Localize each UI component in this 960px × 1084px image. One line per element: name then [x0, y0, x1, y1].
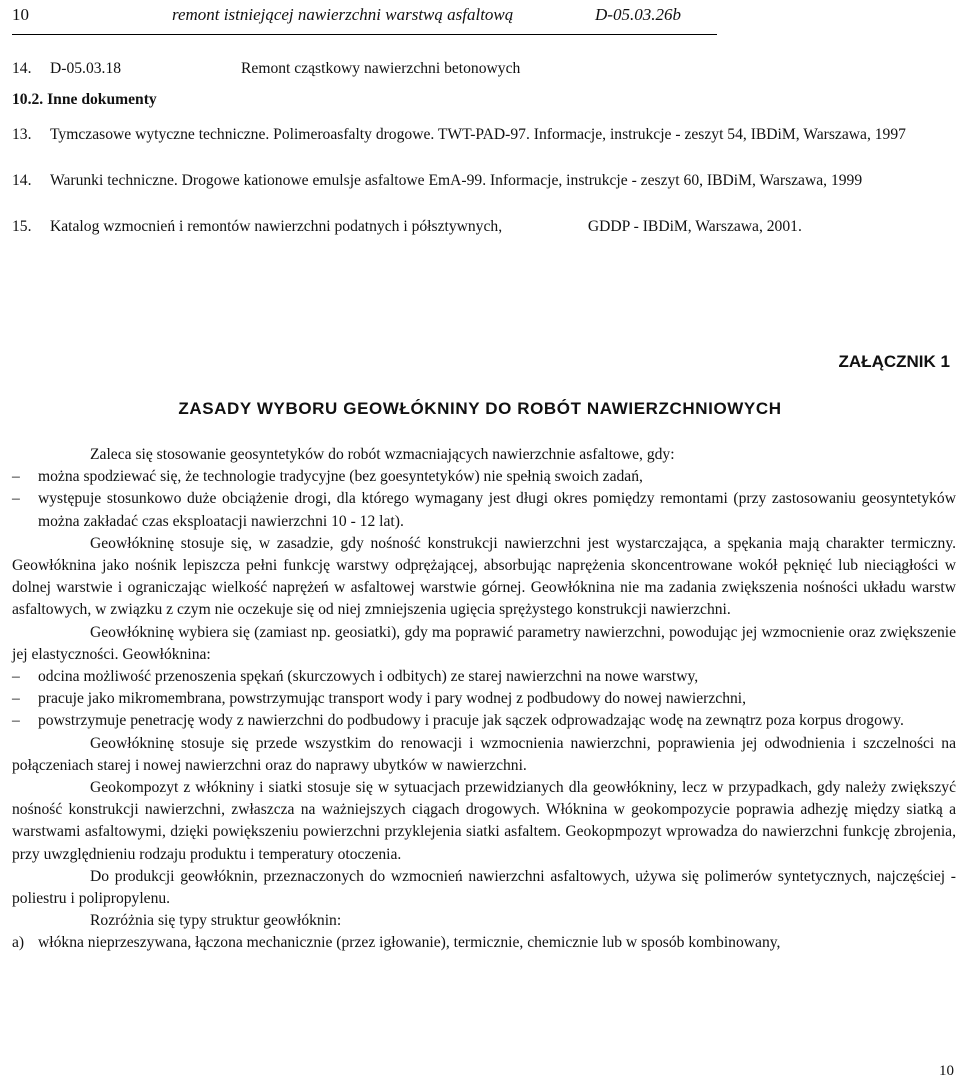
dash-bullet: – — [12, 690, 20, 708]
header-page-number: 10 — [12, 5, 29, 24]
attachment-heading: ZASADY WYBORU GEOWŁÓKNINY DO ROBÓT NAWIERZCHNIOWYCH — [178, 399, 782, 418]
function-text: powstrzymuje penetrację wody z nawierzchni do podbudowy i pracuje jak sączek odprowadzając wodę na zewnątrz poza korpus drogowy. — [38, 712, 904, 730]
dash-bullet: – — [12, 490, 20, 508]
other-doc-text: Katalog wzmocnień i remontów nawierzchni podatnych i półsztywnych, GDDP - IBDiM, Warszawa, 2001. — [50, 218, 802, 235]
reference-number: 14. — [12, 60, 32, 77]
function-text: pracuje jako mikromembrana, powstrzymując transport wody i pary wodnej z podbudowy do nowej nawierzchni, — [38, 690, 747, 708]
dash-bullet: – — [12, 712, 20, 730]
dash-bullet: – — [12, 468, 20, 486]
other-doc-number: 15. — [12, 218, 32, 235]
condition-text: można spodziewać się, że technologie tradycyjne (bez goesyntetyków) nie spełnią swoich zadań, — [38, 468, 643, 486]
function-text: odcina możliwość przenoszenia spękań (skurczowych i odbitych) ze starej nawierzchni na nowe warstwy, — [38, 668, 699, 686]
paragraph: Geokompozyt z włókniny i siatki stosuje się w sytuacjach przewidzianych dla geowłókniny, lecz w przypadkach, gdy należy zwiększyć nośność konstrukcji nawierzchni, zwłaszcza na ważniejszych ciągach drogowych. Włóknina w geokompozycie poprawia adhezję między siatką a warstwami asfaltowymi, dzięki powiększeniu powierzchni przyklejenia siatki asfaltem. Geokopmpozyt wprowadza do nawierzchni funkcję zbrojenia, przy uwzględnieniu rodzaju produktu i temperatury otoczenia. — [12, 779, 956, 863]
type-text: włókna nieprzeszywana, łączona mechanicznie (przez igłowanie), termicznie, chemicznie lub w sposób kombinowany, — [38, 934, 781, 952]
other-doc-text: Warunki techniczne. Drogowe kationowe emulsje asfaltowe EmA-99. Informacje, instrukcje - zeszyt 60, IBDiM, Warszawa, 1999 — [50, 172, 863, 189]
paragraph: Do produkcji geowłóknin, przeznaczonych do wzmocnień nawierzchni asfaltowych, używa się polimerów syntetycznych, najczęściej - poliestru i polipropylenu. — [12, 867, 956, 908]
footer-page-number: 10 — [939, 1063, 954, 1079]
header-spec-code: D-05.03.26b — [595, 5, 681, 24]
other-doc-13 — [12, 124, 952, 170]
dash-bullet: – — [12, 668, 20, 686]
condition-item — [12, 488, 956, 532]
reference-title: Remont cząstkowy nawierzchni betonowych — [241, 60, 521, 77]
intro-paragraph: Zaleca się stosowanie geosyntetyków do robót wzmacniających nawierzchnie asfaltowe, gdy: — [90, 446, 675, 463]
condition-text: występuje stosunkowo duże obciążenie drogi, dla którego wymagany jest długi okres pomiędzy remontami (przy zastosowaniu geosyntetyków można zakładać czas eksploatacji nawierzchni 10 - 12 lat). — [38, 490, 956, 530]
type-marker: a) — [12, 934, 25, 952]
paragraph: Geowłókninę stosuje się przede wszystkim do renowacji i wzmocnienia nawierzchni, poprawienia jej odwodnienia i szczelności na połączeniach starej i nowej nawierzchni oraz do naprawy ubytków w nawierzchni. — [12, 734, 956, 774]
paragraph: Rozróżnia się typy struktur geowłóknin: — [90, 912, 342, 930]
other-doc-number: 13. — [12, 126, 32, 143]
section-title: 10.2. Inne dokumenty — [12, 91, 157, 108]
function-item — [12, 688, 956, 710]
reference-code: D-05.03.18 — [50, 60, 122, 77]
function-item — [12, 710, 956, 732]
other-doc-number: 14. — [12, 172, 32, 189]
other-doc-text: Tymczasowe wytyczne techniczne. Polimeroasfalty drogowe. TWT-PAD-97. Informacje, instrukcje - zeszyt 54, IBDiM, Warszawa, 1997 — [50, 126, 906, 143]
function-item — [12, 666, 956, 688]
other-doc-15 — [12, 216, 952, 262]
other-doc-14 — [12, 170, 952, 216]
paragraph: Geowłókninę stosuje się, w zasadzie, gdy nośność konstrukcji nawierzchni jest wystarczająca, a spękania mają charakter termiczny. Geowłóknina jako nośnik lepiszcza pełni funkcję warstwy odprężającej, absorbując naprężenia skoncentrowane wokół pęknięć lub nieciągłości w dolnej warstwie i ograniczając wielkość naprężeń w asfaltowej warstwie górnej. Geowłóknina nie ma zadania zwiększenia nośności układu warstw asfaltowych, w związku z czym nie oczekuje się od niej zmniejszenia ugięcia sprężystego konstrukcji nawierzchni. — [12, 534, 956, 619]
condition-item — [12, 466, 956, 488]
paragraph: Geowłókninę wybiera się (zamiast np. geosiatki), gdy ma poprawić parametry nawierzchni, powodując jej wzmocnienie oraz zwiększenie jej elastyczności. Geowłóknina: — [12, 623, 956, 663]
header-title: remont istniejącej nawierzchni warstwą asfaltową — [172, 5, 514, 24]
attachment-label: ZAŁĄCZNIK 1 — [838, 352, 950, 371]
type-item — [12, 932, 956, 954]
attachment-body — [12, 444, 956, 955]
page-header — [12, 0, 717, 35]
